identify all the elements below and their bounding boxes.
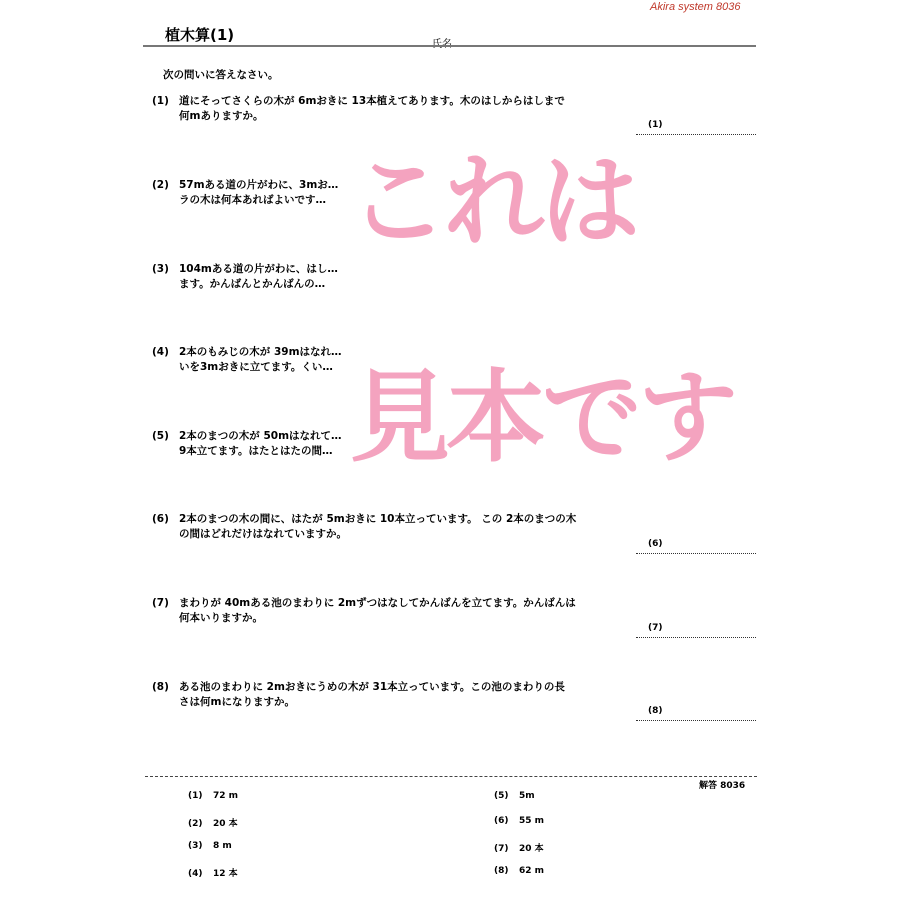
answer-key-value: 8 m xyxy=(213,841,232,851)
answer-key-value: 20 本 xyxy=(519,844,544,854)
question-number: (3) xyxy=(152,263,169,275)
answer-key-number: (6) xyxy=(494,816,509,826)
answer-key-item xyxy=(494,866,544,876)
answer-slot-7[interactable] xyxy=(636,623,756,638)
brand-label: Akira system 8036 xyxy=(650,1,741,13)
name-field-label: 氏名 xyxy=(432,39,452,50)
answer-slot-1[interactable] xyxy=(636,120,756,135)
question-6 xyxy=(152,512,642,542)
instruction-text: 次の問いに答えなさい。 xyxy=(163,69,279,81)
answer-key-item xyxy=(494,816,544,826)
answer-slot-6[interactable] xyxy=(636,539,756,554)
answer-key-number: (8) xyxy=(494,866,509,876)
question-number: (6) xyxy=(152,513,169,525)
question-text: 104mある道の片がわに、はし… ます。かんばんとかんばんの… xyxy=(179,263,338,290)
question-8 xyxy=(152,680,642,710)
answer-key-value: 62 m xyxy=(519,866,545,876)
answer-key-divider xyxy=(145,776,757,777)
question-number: (4) xyxy=(152,346,169,358)
worksheet-title: 植木算(1) xyxy=(165,26,235,44)
answer-slot-label: (7) xyxy=(648,623,663,633)
question-1 xyxy=(152,94,642,124)
header-divider xyxy=(143,45,756,47)
answer-key-item xyxy=(494,791,535,801)
question-number: (2) xyxy=(152,179,169,191)
answer-slot-8[interactable] xyxy=(636,706,756,721)
sample-watermark-line-1: これは xyxy=(348,143,636,260)
answer-key-label: 解答 8036 xyxy=(699,781,746,791)
question-text: 57mある道の片がわに、3mお… ラの木は何本あればよいです… xyxy=(179,179,339,206)
answer-key-value: 72 m xyxy=(213,791,239,801)
answer-slot-label: (8) xyxy=(648,706,663,716)
question-number: (5) xyxy=(152,430,169,442)
answer-key-item xyxy=(188,791,238,801)
answer-key-item xyxy=(188,841,232,851)
answer-key-value: 5m xyxy=(519,791,535,801)
answer-key-item xyxy=(188,816,238,829)
question-text: 2本のまつの木が 50mはなれて… 9本立てます。はたとはたの間… xyxy=(179,430,342,457)
answer-slot-label: (6) xyxy=(648,539,663,549)
answer-key-item xyxy=(494,841,544,854)
answer-key-number: (7) xyxy=(494,844,509,854)
answer-key-number: (4) xyxy=(188,869,203,879)
question-number: (8) xyxy=(152,681,169,693)
question-7 xyxy=(152,596,642,626)
sample-watermark-line-2: 見本です xyxy=(350,359,734,476)
answer-key-item xyxy=(188,866,238,879)
question-text: 道にそってさくらの木が 6mおきに 13本植えてあります。木のはしからはしまで 何mありますか。 xyxy=(179,95,565,122)
answer-key-value: 12 本 xyxy=(213,869,238,879)
answer-key-value: 55 m xyxy=(519,816,545,826)
answer-key-number: (2) xyxy=(188,819,203,829)
answer-key-value: 20 本 xyxy=(213,819,238,829)
answer-key-number: (5) xyxy=(494,791,509,801)
question-text: まわりが 40mある池のまわりに 2mずつはなしてかんばんを立てます。かんばんは 何本いりますか。 xyxy=(179,597,576,624)
question-number: (1) xyxy=(152,95,169,107)
answer-slot-label: (1) xyxy=(648,120,663,130)
question-text: 2本のもみじの木が 39mはなれ… いを3mおきに立てます。くい… xyxy=(179,346,342,373)
question-number: (7) xyxy=(152,597,169,609)
question-3 xyxy=(152,262,642,292)
question-text: ある池のまわりに 2mおきにうめの木が 31本立っています。この池のまわりの長 さは何mになりますか。 xyxy=(179,681,565,708)
answer-key-number: (3) xyxy=(188,841,203,851)
answer-key-number: (1) xyxy=(188,791,203,801)
question-text: 2本のまつの木の間に、はたが 5mおきに 10本立っています。 この 2本のまつの木 の間はどれだけはなれていますか。 xyxy=(179,513,577,540)
